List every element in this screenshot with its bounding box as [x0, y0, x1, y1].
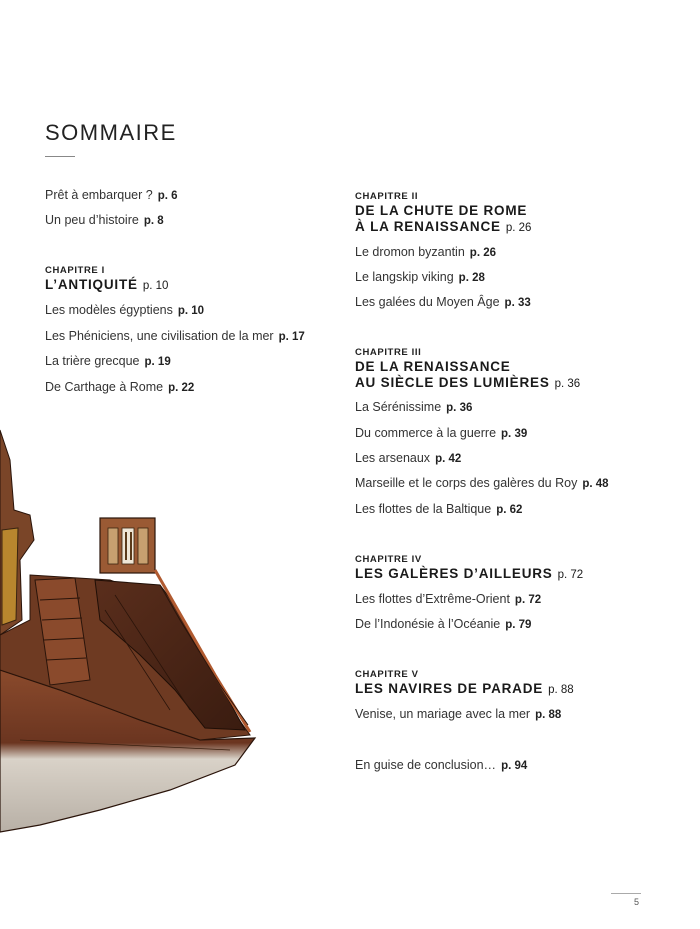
- toc-entry-4-2[interactable]: [355, 617, 531, 631]
- toc-entry-1-4[interactable]: [45, 380, 194, 394]
- toc-entry-3-4[interactable]: [355, 476, 609, 490]
- chapter-page: p. 72: [557, 569, 584, 581]
- toc-entry-2-2[interactable]: [355, 270, 485, 284]
- entry-text: De Carthage à Rome: [45, 380, 164, 394]
- toc-entry-conclusion[interactable]: [355, 758, 527, 772]
- entry-page: p. 19: [144, 356, 171, 368]
- chapter-page: p. 26: [505, 222, 532, 234]
- chapter-4-title[interactable]: [355, 566, 583, 583]
- chapter-3-title[interactable]: [355, 359, 580, 392]
- page-number: 5: [634, 897, 640, 907]
- entry-page: p. 33: [504, 297, 531, 309]
- entry-text: Les galées du Moyen Âge: [355, 295, 500, 309]
- chapter-title-line: DE LA RENAISSANCE: [355, 359, 511, 374]
- entry-page: p. 72: [514, 594, 542, 606]
- toc-entry-intro-1[interactable]: [45, 188, 178, 202]
- entry-text: Les arsenaux: [355, 451, 431, 465]
- chapter-1-label: CHAPITRE I: [45, 265, 105, 276]
- entry-text: Venise, un mariage avec la mer: [355, 707, 531, 721]
- chapter-5-title[interactable]: [355, 681, 574, 698]
- toc-entry-1-2[interactable]: [45, 329, 305, 343]
- toc-entry-2-1[interactable]: [355, 245, 496, 259]
- entry-text: Marseille et le corps des galères du Roy: [355, 476, 578, 490]
- entry-page: p. 42: [435, 453, 462, 465]
- folio-rule: [611, 893, 641, 894]
- chapter-title-line: DE LA CHUTE DE ROME: [355, 203, 528, 218]
- entry-page: p. 10: [177, 305, 205, 317]
- entry-text: Les flottes d’Extrême-Orient: [355, 592, 510, 606]
- entry-text: Un peu d’histoire: [45, 213, 139, 227]
- entry-text: De l’Indonésie à l’Océanie: [355, 617, 501, 631]
- entry-text: Les flottes de la Baltique: [355, 502, 492, 516]
- toc-entry-3-1[interactable]: [355, 400, 472, 414]
- chapter-title-line: LES GALÈRES D’AILLEURS: [355, 566, 553, 581]
- chapter-3-label: CHAPITRE III: [355, 347, 422, 358]
- chapter-page: p. 36: [554, 378, 581, 390]
- toc-entry-5-1[interactable]: [355, 707, 561, 721]
- entry-page: p. 6: [157, 190, 178, 202]
- toc-entry-1-3[interactable]: [45, 354, 171, 368]
- title-rule: [45, 156, 75, 157]
- entry-page: p. 22: [168, 382, 195, 394]
- entry-text: Du commerce à la guerre: [355, 426, 497, 440]
- entry-text: Prêt à embarquer ?: [45, 188, 153, 202]
- chapter-title-line: LES NAVIRES DE PARADE: [355, 681, 544, 696]
- toc-entry-3-3[interactable]: [355, 451, 461, 465]
- toc-entry-1-1[interactable]: [45, 303, 204, 317]
- entry-text: La trière grecque: [45, 354, 140, 368]
- entry-text: La Sérénissime: [355, 400, 442, 414]
- entry-text: En guise de conclusion…: [355, 758, 497, 772]
- entry-page: p. 88: [535, 709, 562, 721]
- toc-entry-2-3[interactable]: [355, 295, 531, 309]
- entry-page: p. 8: [143, 215, 164, 227]
- entry-page: p. 28: [458, 272, 485, 284]
- entry-page: p. 39: [501, 428, 528, 440]
- entry-text: Le langskip viking: [355, 270, 454, 284]
- chapter-title-line: AU SIÈCLE DES LUMIÈRES: [355, 375, 550, 390]
- toc-entry-3-2[interactable]: [355, 426, 527, 440]
- entry-page: p. 17: [278, 331, 305, 343]
- chapter-5-label: CHAPITRE V: [355, 669, 419, 680]
- toc-entry-3-5[interactable]: [355, 502, 522, 516]
- chapter-1-title[interactable]: [45, 277, 168, 294]
- chapter-title-line: L’ANTIQUITÉ: [45, 277, 138, 292]
- entry-text: Le dromon byzantin: [355, 245, 465, 259]
- toc-entry-intro-2[interactable]: [45, 213, 164, 227]
- entry-page: p. 62: [496, 504, 523, 516]
- page-title: SOMMAIRE: [45, 120, 177, 145]
- entry-text: Les Phéniciens, une civilisation de la mer: [45, 329, 274, 343]
- chapter-page: p. 88: [548, 684, 574, 696]
- chapter-2-title[interactable]: [355, 203, 531, 236]
- chapter-2-label: CHAPITRE II: [355, 191, 419, 202]
- entry-page: p. 79: [505, 619, 532, 631]
- galley-illustration: [0, 420, 270, 850]
- chapter-title-line: À LA RENAISSANCE: [355, 219, 501, 234]
- toc-entry-4-1[interactable]: [355, 592, 541, 606]
- chapter-page: p. 10: [142, 280, 169, 292]
- entry-text: Les modèles égyptiens: [45, 303, 173, 317]
- entry-page: p. 48: [582, 478, 609, 490]
- entry-page: p. 94: [501, 760, 528, 772]
- entry-page: p. 26: [469, 247, 497, 259]
- entry-page: p. 36: [446, 402, 473, 414]
- chapter-4-label: CHAPITRE IV: [355, 554, 422, 565]
